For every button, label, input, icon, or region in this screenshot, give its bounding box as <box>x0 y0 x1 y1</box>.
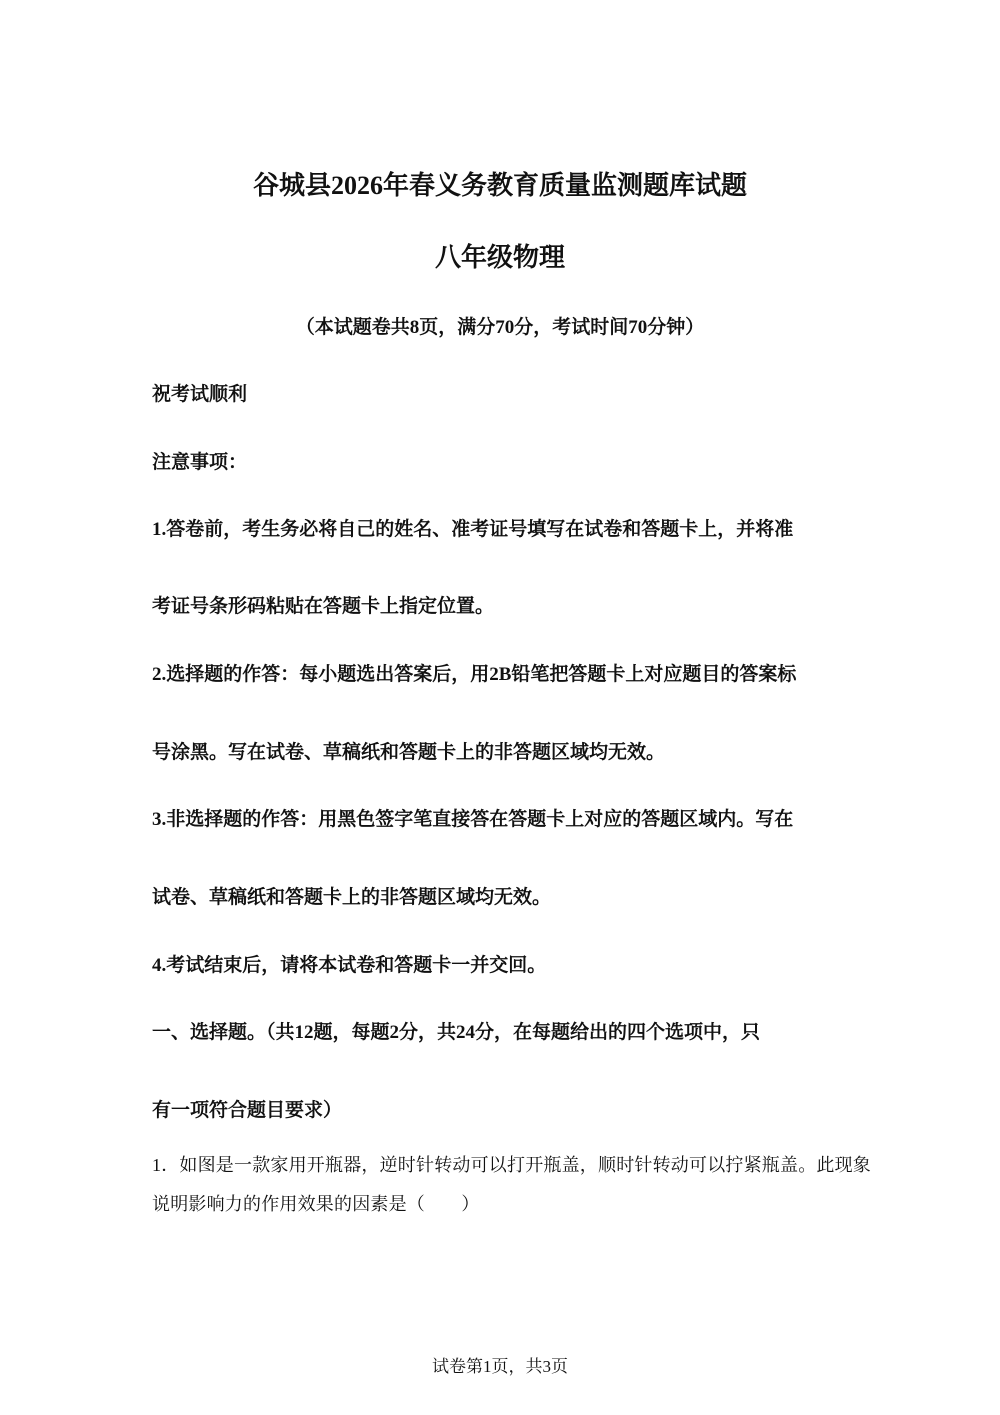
note-line: 2.选择题的作答：每小题选出答案后，用2B铅笔把答题卡上对应题目的答案标 <box>152 664 797 685</box>
exam-title: 谷城县2026年春义务教育质量监测题库试题 <box>252 171 747 200</box>
greeting: 祝考试顺利 <box>152 384 248 405</box>
page-footer: 试卷第1页，共3页 <box>432 1357 568 1376</box>
question-1-text-cont: 说明影响力的作用效果的因素是（ ） <box>152 1194 480 1214</box>
note-line: 号涂黑。写在试卷、草稿纸和答题卡上的非答题区域均无效。 <box>152 742 666 763</box>
section-heading: 一、选择题。（共12题，每题2分，共24分，在每题给出的四个选项中，只 <box>152 1022 761 1043</box>
note-line: 试卷、草稿纸和答题卡上的非答题区域均无效。 <box>152 887 552 908</box>
exam-subject: 八年级物理 <box>434 243 565 272</box>
exam-info: （本试题卷共8页，满分70分，考试时间70分钟） <box>295 317 705 338</box>
note-line: 1.答卷前，考生务必将自己的姓名、准考证号填写在试卷和答题卡上，并将准 <box>152 519 794 540</box>
section-heading-cont: 有一项符合题目要求） <box>152 1100 343 1121</box>
note-line: 4.考试结束后，请将本试卷和答题卡一并交回。 <box>152 955 547 976</box>
question-1-text: 1．如图是一款家用开瓶器，逆时针转动可以打开瓶盖，顺时针转动可以拧紧瓶盖。此现象 <box>152 1155 871 1175</box>
note-line: 3.非选择题的作答：用黑色签字笔直接答在答题卡上对应的答题区域内。写在 <box>152 809 794 830</box>
notes-heading: 注意事项： <box>152 452 248 473</box>
note-line: 考证号条形码粘贴在答题卡上指定位置。 <box>152 596 495 617</box>
